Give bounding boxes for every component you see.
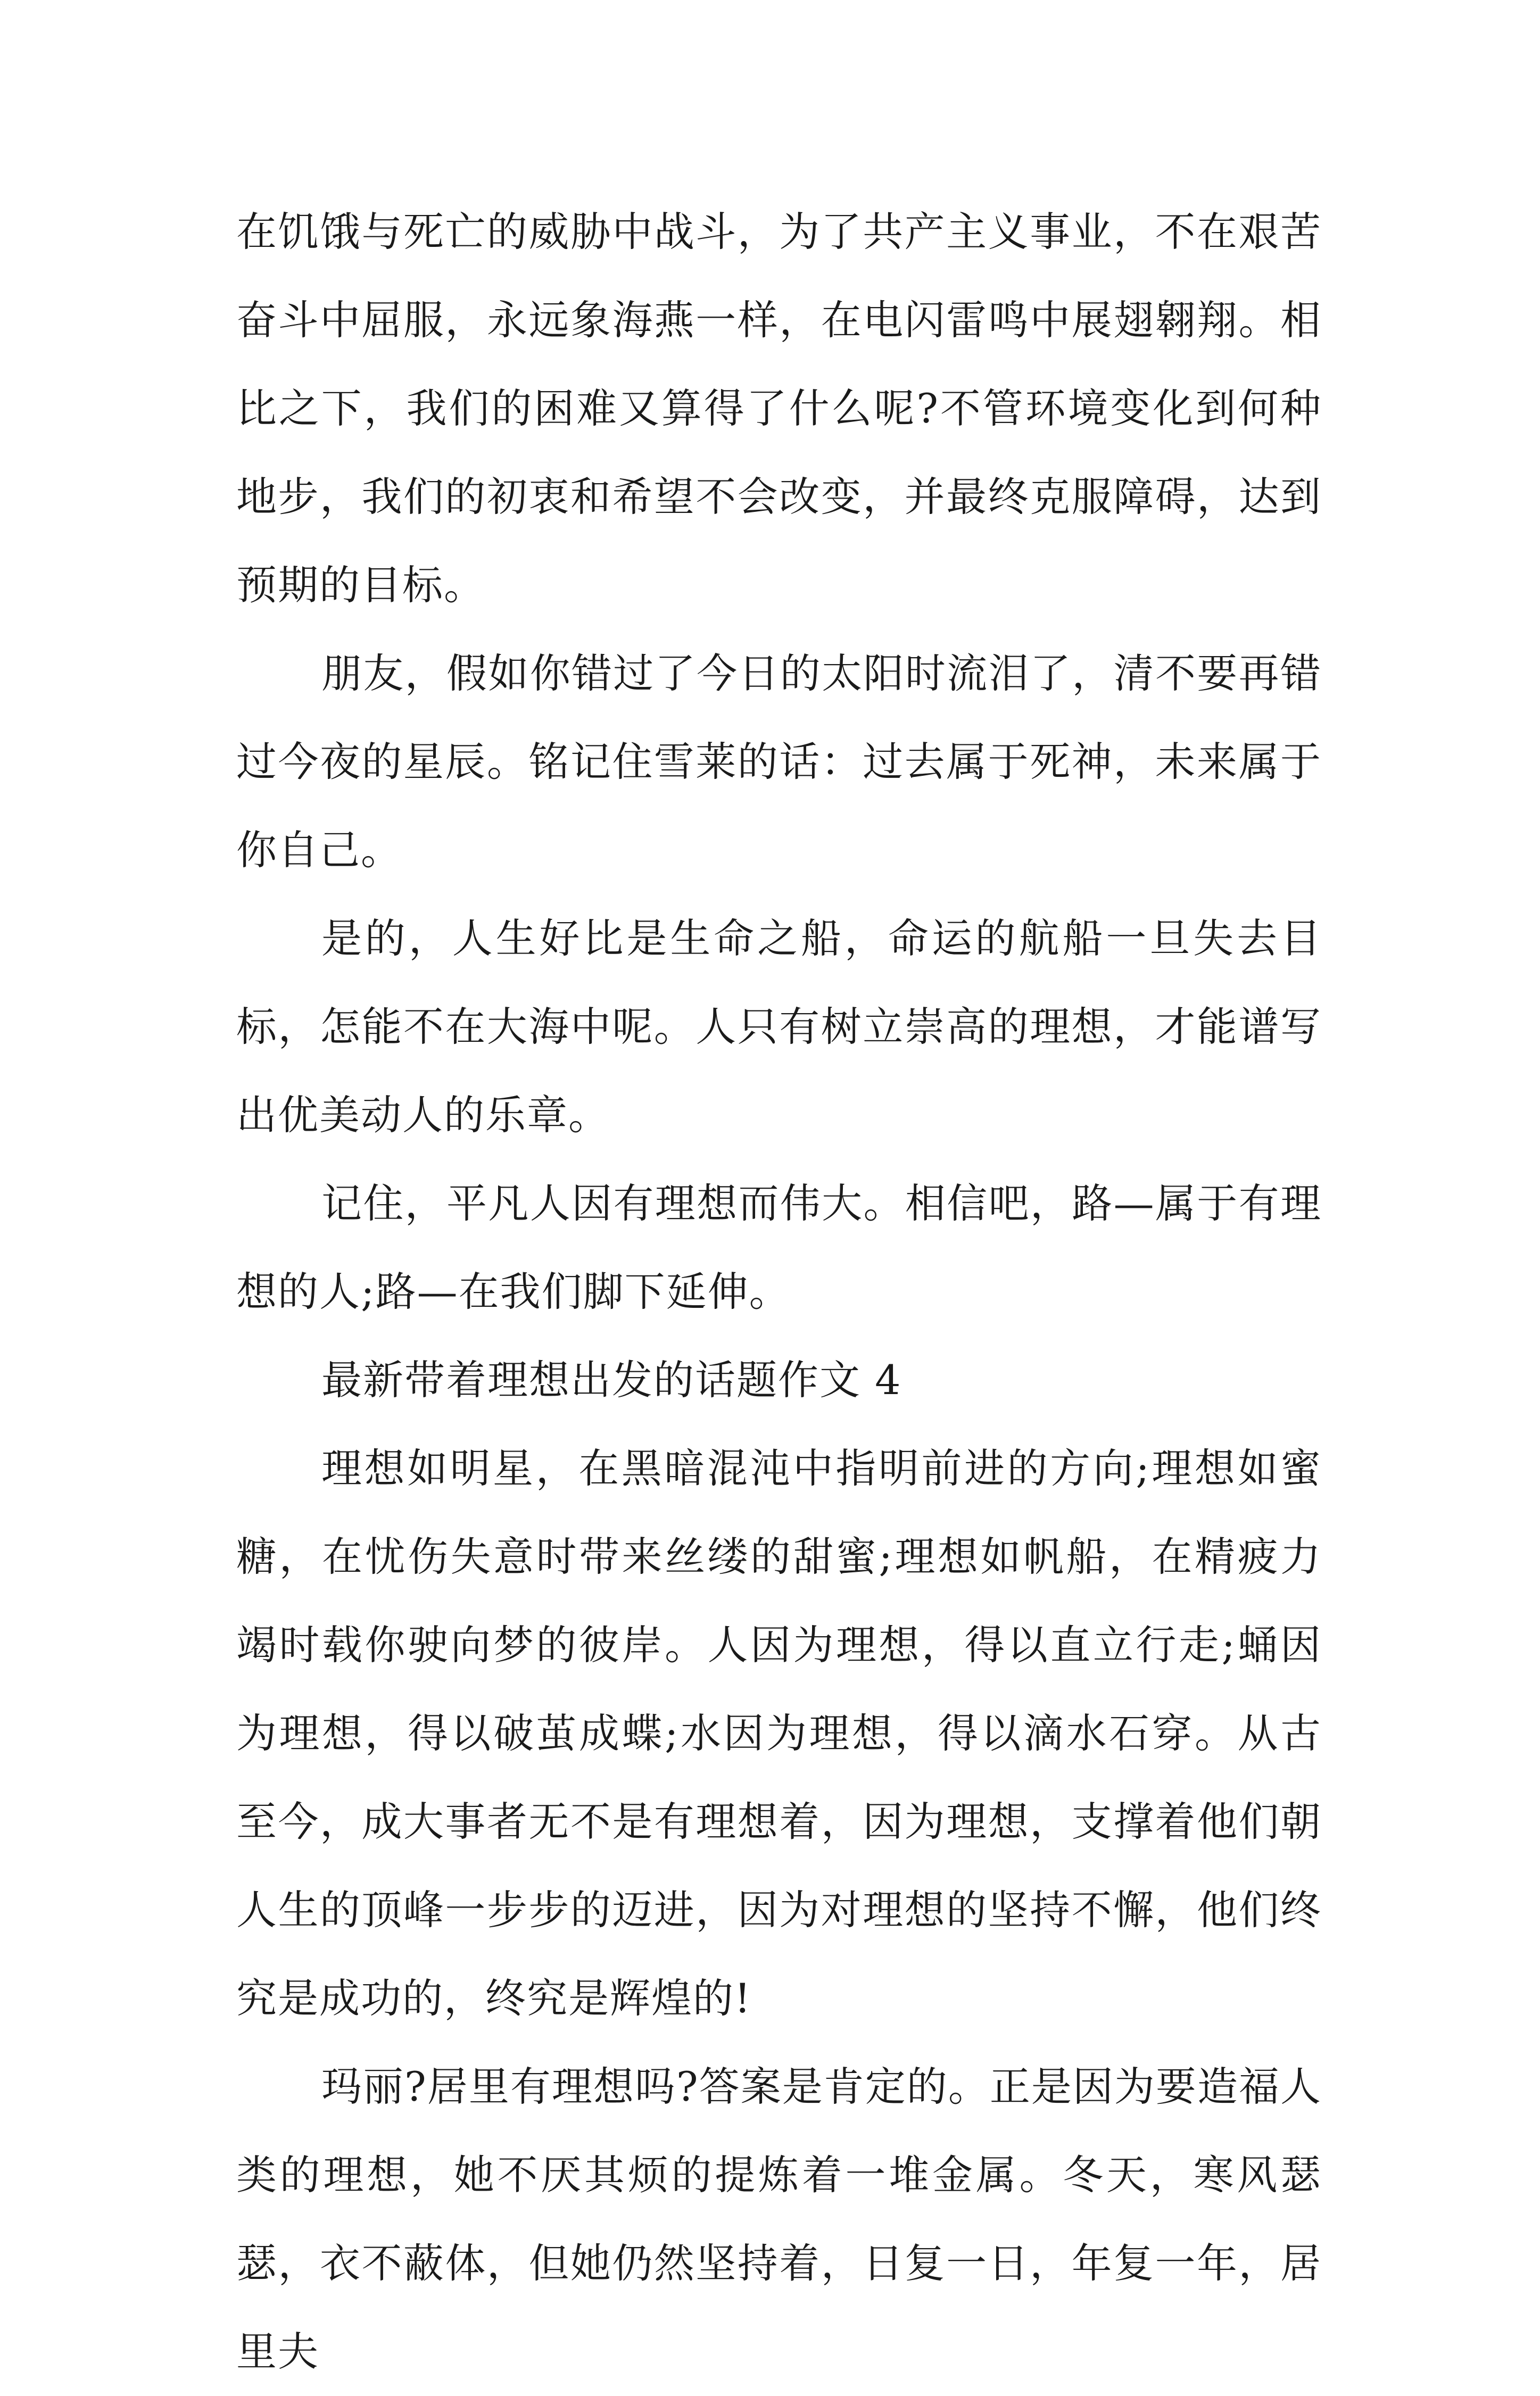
paragraph-3: 是的，人生好比是生命之船，命运的航船一旦失去目标，怎能不在大海中呢。人只有树立崇高的理想，才能谱写出优美动人的乐章。 [236,915,1322,1139]
paragraph-4: 记住，平凡人因有理想而伟大。相信吧，路—属于有理想的人;路—在我们脚下延伸。 [236,1180,1322,1315]
section-heading: 最新带着理想出发的话题作文 4 [321,1356,902,1404]
paragraph-6: 玛丽?居里有理想吗?答案是肯定的。正是因为要造福人类的理想，她不厌其烦的提炼着一堆金属。冬天，寒风瑟瑟，衣不蔽体，但她仍然坚持着，日复一日，年复一年，居里夫 [236,2063,1322,2375]
paragraph-1: 在饥饿与死亡的威胁中战斗，为了共产主义事业，不在艰苦奋斗中屈服，永远象海燕一样，在电闪雷鸣中展翅翱翔。相比之下，我们的困难又算得了什么呢?不管环境变化到何种地步，我们的初衷和希望不会改变，并最终克服障碍，达到预期的目标。 [236,208,1322,609]
paragraph-5: 理想如明星，在黑暗混沌中指明前进的方向;理想如蜜糖，在忧伤失意时带来丝缕的甜蜜;理想如帆船，在精疲力竭时载你驶向梦的彼岸。人因为理想，得以直立行走;蛹因为理想，得以破茧成蝶;水因为理想，得以滴水石穿。从古至今，成大事者无不是有理想着，因为理想，支撑着他们朝人生的顶峰一步步的迈进，因为对理想的坚持不懈，他们终究是成功的，终究是辉煌的! [236,1445,1322,2022]
paragraph-2: 朋友，假如你错过了今日的太阳时流泪了，清不要再错过今夜的星辰。铭记住雪莱的话：过去属于死神，未来属于你自己。 [236,650,1322,874]
document-body [236,188,1322,2396]
